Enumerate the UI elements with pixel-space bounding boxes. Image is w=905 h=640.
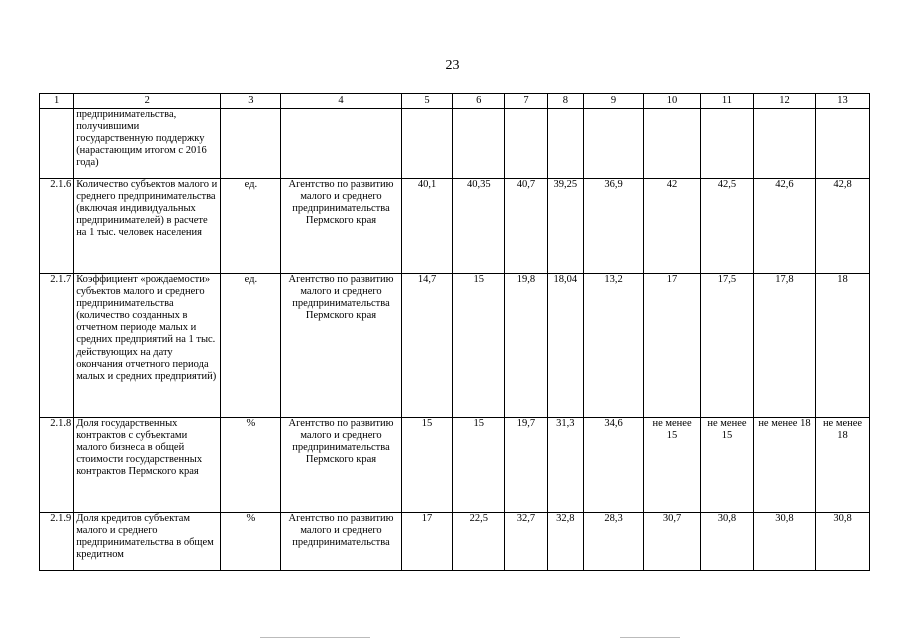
value-cell: 17 — [401, 513, 453, 571]
divider — [260, 637, 370, 638]
header-cell: 13 — [816, 94, 870, 109]
value-cell: 42,6 — [753, 179, 815, 274]
indicator-name: Доля государственных контрактов с субъектами малого бизнеса в общей стоимости государственных контрактов Пермского края — [74, 418, 221, 513]
value-cell: 40,7 — [505, 179, 547, 274]
value-cell: 36,9 — [583, 179, 643, 274]
header-cell: 12 — [753, 94, 815, 109]
header-cell: 3 — [221, 94, 281, 109]
value-cell: 28,3 — [583, 513, 643, 571]
indicator-name: Доля кредитов субъектам малого и среднего предпринимательства в общем кредитном — [74, 513, 221, 571]
value-cell: 30,8 — [753, 513, 815, 571]
value-cell: 17,8 — [753, 274, 815, 418]
unit-cell: % — [221, 418, 281, 513]
value-cell: 17,5 — [701, 274, 754, 418]
value-cell: 42 — [644, 179, 701, 274]
indicator-number: 2.1.6 — [40, 179, 74, 274]
header-cell: 10 — [644, 94, 701, 109]
unit-cell: ед. — [221, 179, 281, 274]
indicator-number: 2.1.7 — [40, 274, 74, 418]
value-cell: 19,8 — [505, 274, 547, 418]
indicator-name: предпринимательства, получившими государственную поддержку (нарастающим итогом с 2016 года) — [74, 109, 221, 179]
value-cell: не менее 15 — [644, 418, 701, 513]
value-cell: 30,8 — [816, 513, 870, 571]
value-cell: 18 — [816, 274, 870, 418]
header-cell: 8 — [547, 94, 583, 109]
value-cell: 18,04 — [547, 274, 583, 418]
agency-cell: Агентство по развитию малого и среднего предпринимательства Пермского края — [281, 418, 401, 513]
value-cell: не менее 18 — [753, 418, 815, 513]
value-cell — [453, 109, 505, 179]
table-body — [40, 94, 870, 571]
value-cell: 15 — [453, 274, 505, 418]
header-cell: 6 — [453, 94, 505, 109]
value-cell: 14,7 — [401, 274, 453, 418]
value-cell — [644, 109, 701, 179]
value-cell: 32,7 — [505, 513, 547, 571]
value-cell: 42,5 — [701, 179, 754, 274]
agency-cell: Агентство по развитию малого и среднего предпринимательства — [281, 513, 401, 571]
indicators-table — [39, 93, 870, 571]
value-cell — [816, 109, 870, 179]
agency-cell: Агентство по развитию малого и среднего предпринимательства Пермского края — [281, 274, 401, 418]
header-cell: 2 — [74, 94, 221, 109]
header-cell: 11 — [701, 94, 754, 109]
divider — [620, 637, 680, 638]
header-row — [40, 94, 870, 109]
indicator-number: 2.1.8 — [40, 418, 74, 513]
indicator-name: Количество субъектов малого и среднего предпринимательства (включая индивидуальных предпринимателей) в расчете на 1 тыс. человек населения — [74, 179, 221, 274]
value-cell: 30,7 — [644, 513, 701, 571]
value-cell — [753, 109, 815, 179]
value-cell: 39,25 — [547, 179, 583, 274]
value-cell — [701, 109, 754, 179]
value-cell: 40,35 — [453, 179, 505, 274]
value-cell: 19,7 — [505, 418, 547, 513]
value-cell: 17 — [644, 274, 701, 418]
value-cell: 13,2 — [583, 274, 643, 418]
value-cell — [505, 109, 547, 179]
value-cell: 15 — [453, 418, 505, 513]
value-cell: 40,1 — [401, 179, 453, 274]
header-cell: 4 — [281, 94, 401, 109]
indicator-name: Коэффициент «рождаемости» субъектов малого и среднего предпринимательства (количество созданных в отчетном периоде малых и средних предприятий на 1 тыс. действующих на дату окончания отчетного периода малых и средних предприятий) — [74, 274, 221, 418]
value-cell: не менее 15 — [701, 418, 754, 513]
table-row — [40, 179, 870, 274]
value-cell: 15 — [401, 418, 453, 513]
header-cell: 9 — [583, 94, 643, 109]
value-cell: не менее 18 — [816, 418, 870, 513]
value-cell: 30,8 — [701, 513, 754, 571]
value-cell: 42,8 — [816, 179, 870, 274]
table-row — [40, 274, 870, 418]
indicator-number — [40, 109, 74, 179]
indicator-number: 2.1.9 — [40, 513, 74, 571]
value-cell: 32,8 — [547, 513, 583, 571]
table-row — [40, 513, 870, 571]
unit-cell — [221, 109, 281, 179]
value-cell — [401, 109, 453, 179]
header-cell: 5 — [401, 94, 453, 109]
value-cell — [583, 109, 643, 179]
agency-cell — [281, 109, 401, 179]
page-number: 23 — [445, 58, 460, 73]
table-row — [40, 109, 870, 179]
header-cell: 1 — [40, 94, 74, 109]
value-cell: 31,3 — [547, 418, 583, 513]
unit-cell: % — [221, 513, 281, 571]
table-row — [40, 418, 870, 513]
agency-cell: Агентство по развитию малого и среднего предпринимательства Пермского края — [281, 179, 401, 274]
unit-cell: ед. — [221, 274, 281, 418]
value-cell: 22,5 — [453, 513, 505, 571]
value-cell: 34,6 — [583, 418, 643, 513]
value-cell — [547, 109, 583, 179]
header-cell: 7 — [505, 94, 547, 109]
